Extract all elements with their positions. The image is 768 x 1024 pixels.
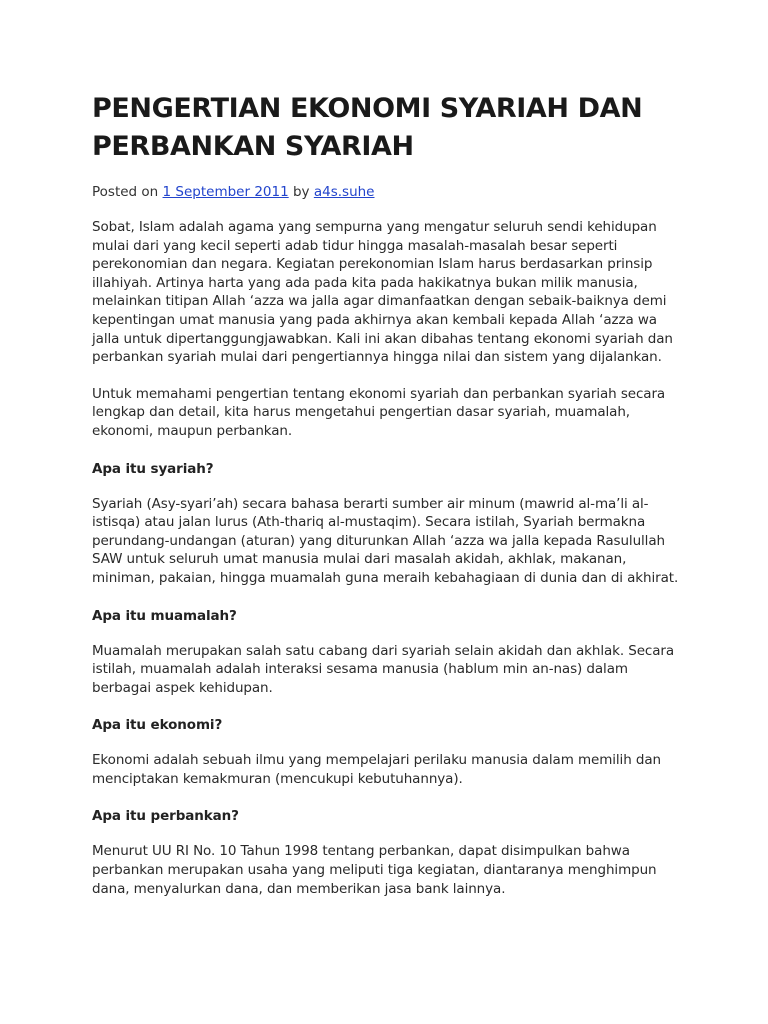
section-body-muamalah: Muamalah merupakan salah satu cabang dari syariah selain akidah dan akhlak. Secara istilah, muamalah adalah interaksi sesama manusia (hablum min an-nas) dalam berbagai aspek kehidupan. <box>92 642 675 696</box>
post-date-link[interactable]: 1 September 2011 <box>162 184 289 200</box>
article <box>92 90 682 898</box>
intro-paragraph: Untuk memahami pengertian tentang ekonomi syariah dan perbankan syariah secara lengkap dan detail, kita harus mengetahui pengertian dasar syariah, muamalah, ekonomi, maupun perbankan. <box>92 385 666 439</box>
post-meta <box>92 182 682 202</box>
section-heading-ekonomi: Apa itu ekonomi? <box>92 717 223 734</box>
page-title: PENGERTIAN EKONOMI SYARIAH DAN PERBANKAN SYARIAH <box>92 93 643 162</box>
section-body-perbankan: Menurut UU RI No. 10 Tahun 1998 tentang perbankan, dapat disimpulkan bahwa perbankan merupakan usaha yang meliputi tiga kegiatan, diantaranya menghimpun dana, menyalurkan dana, dan memberikan jasa bank lainnya. <box>92 843 657 897</box>
section-body-syariah: Syariah (Asy-syari’ah) secara bahasa berarti sumber air minum (mawrid al-ma’li al-istisqa) atau jalan lurus (Ath-thariq al-mustaqim). Secara istilah, Syariah bermakna perundang-undangan (aturan) yang diturunkan Allah ‘azza wa jalla kepada Rasulullah SAW untuk seluruh umat manusia mulai dari masalah akidah, akhlak, makanan, miniman, pakaian, hingga muamalah guna meraih kebahagiaan di dunia dan di akhirat. <box>92 495 679 586</box>
section-heading-syariah: Apa itu syariah? <box>92 460 214 477</box>
section-heading-perbankan: Apa itu perbankan? <box>92 808 239 825</box>
author-link[interactable]: a4s.suhe <box>313 184 375 200</box>
intro-paragraph: Sobat, Islam adalah agama yang sempurna yang mengatur seluruh sendi kehidupan mulai dari yang kecil seperti adab tidur hingga masalah-masalah besar seperti perekonomian dan negara. Kegiatan perekonomian Islam harus berdasarkan prinsip illahiyah. Artinya harta yang ada pada kita pada hakikatnya bukan milik manusia, melainkan titipan Allah ‘azza wa jalla agar dimanfaatkan dengan sebaik-baiknya demi kepentingan umat manusia yang pada akhirnya akan kembali kepada Allah ‘azza wa jalla untuk dipertanggungjawabkan. Kali ini akan dibahas tentang ekonomi syariah dan perbankan syariah mulai dari pengertiannya hingga nilai dan sistem yang dijalankan. <box>92 219 673 366</box>
section-heading-muamalah: Apa itu muamalah? <box>92 607 237 624</box>
posted-on-label: Posted on <box>92 184 159 200</box>
by-label: by <box>292 184 310 200</box>
section-body-ekonomi: Ekonomi adalah sebuah ilmu yang mempelajari perilaku manusia dalam memilih dan menciptakan kemakmuran (mencukupi kebutuhannya). <box>92 752 661 787</box>
